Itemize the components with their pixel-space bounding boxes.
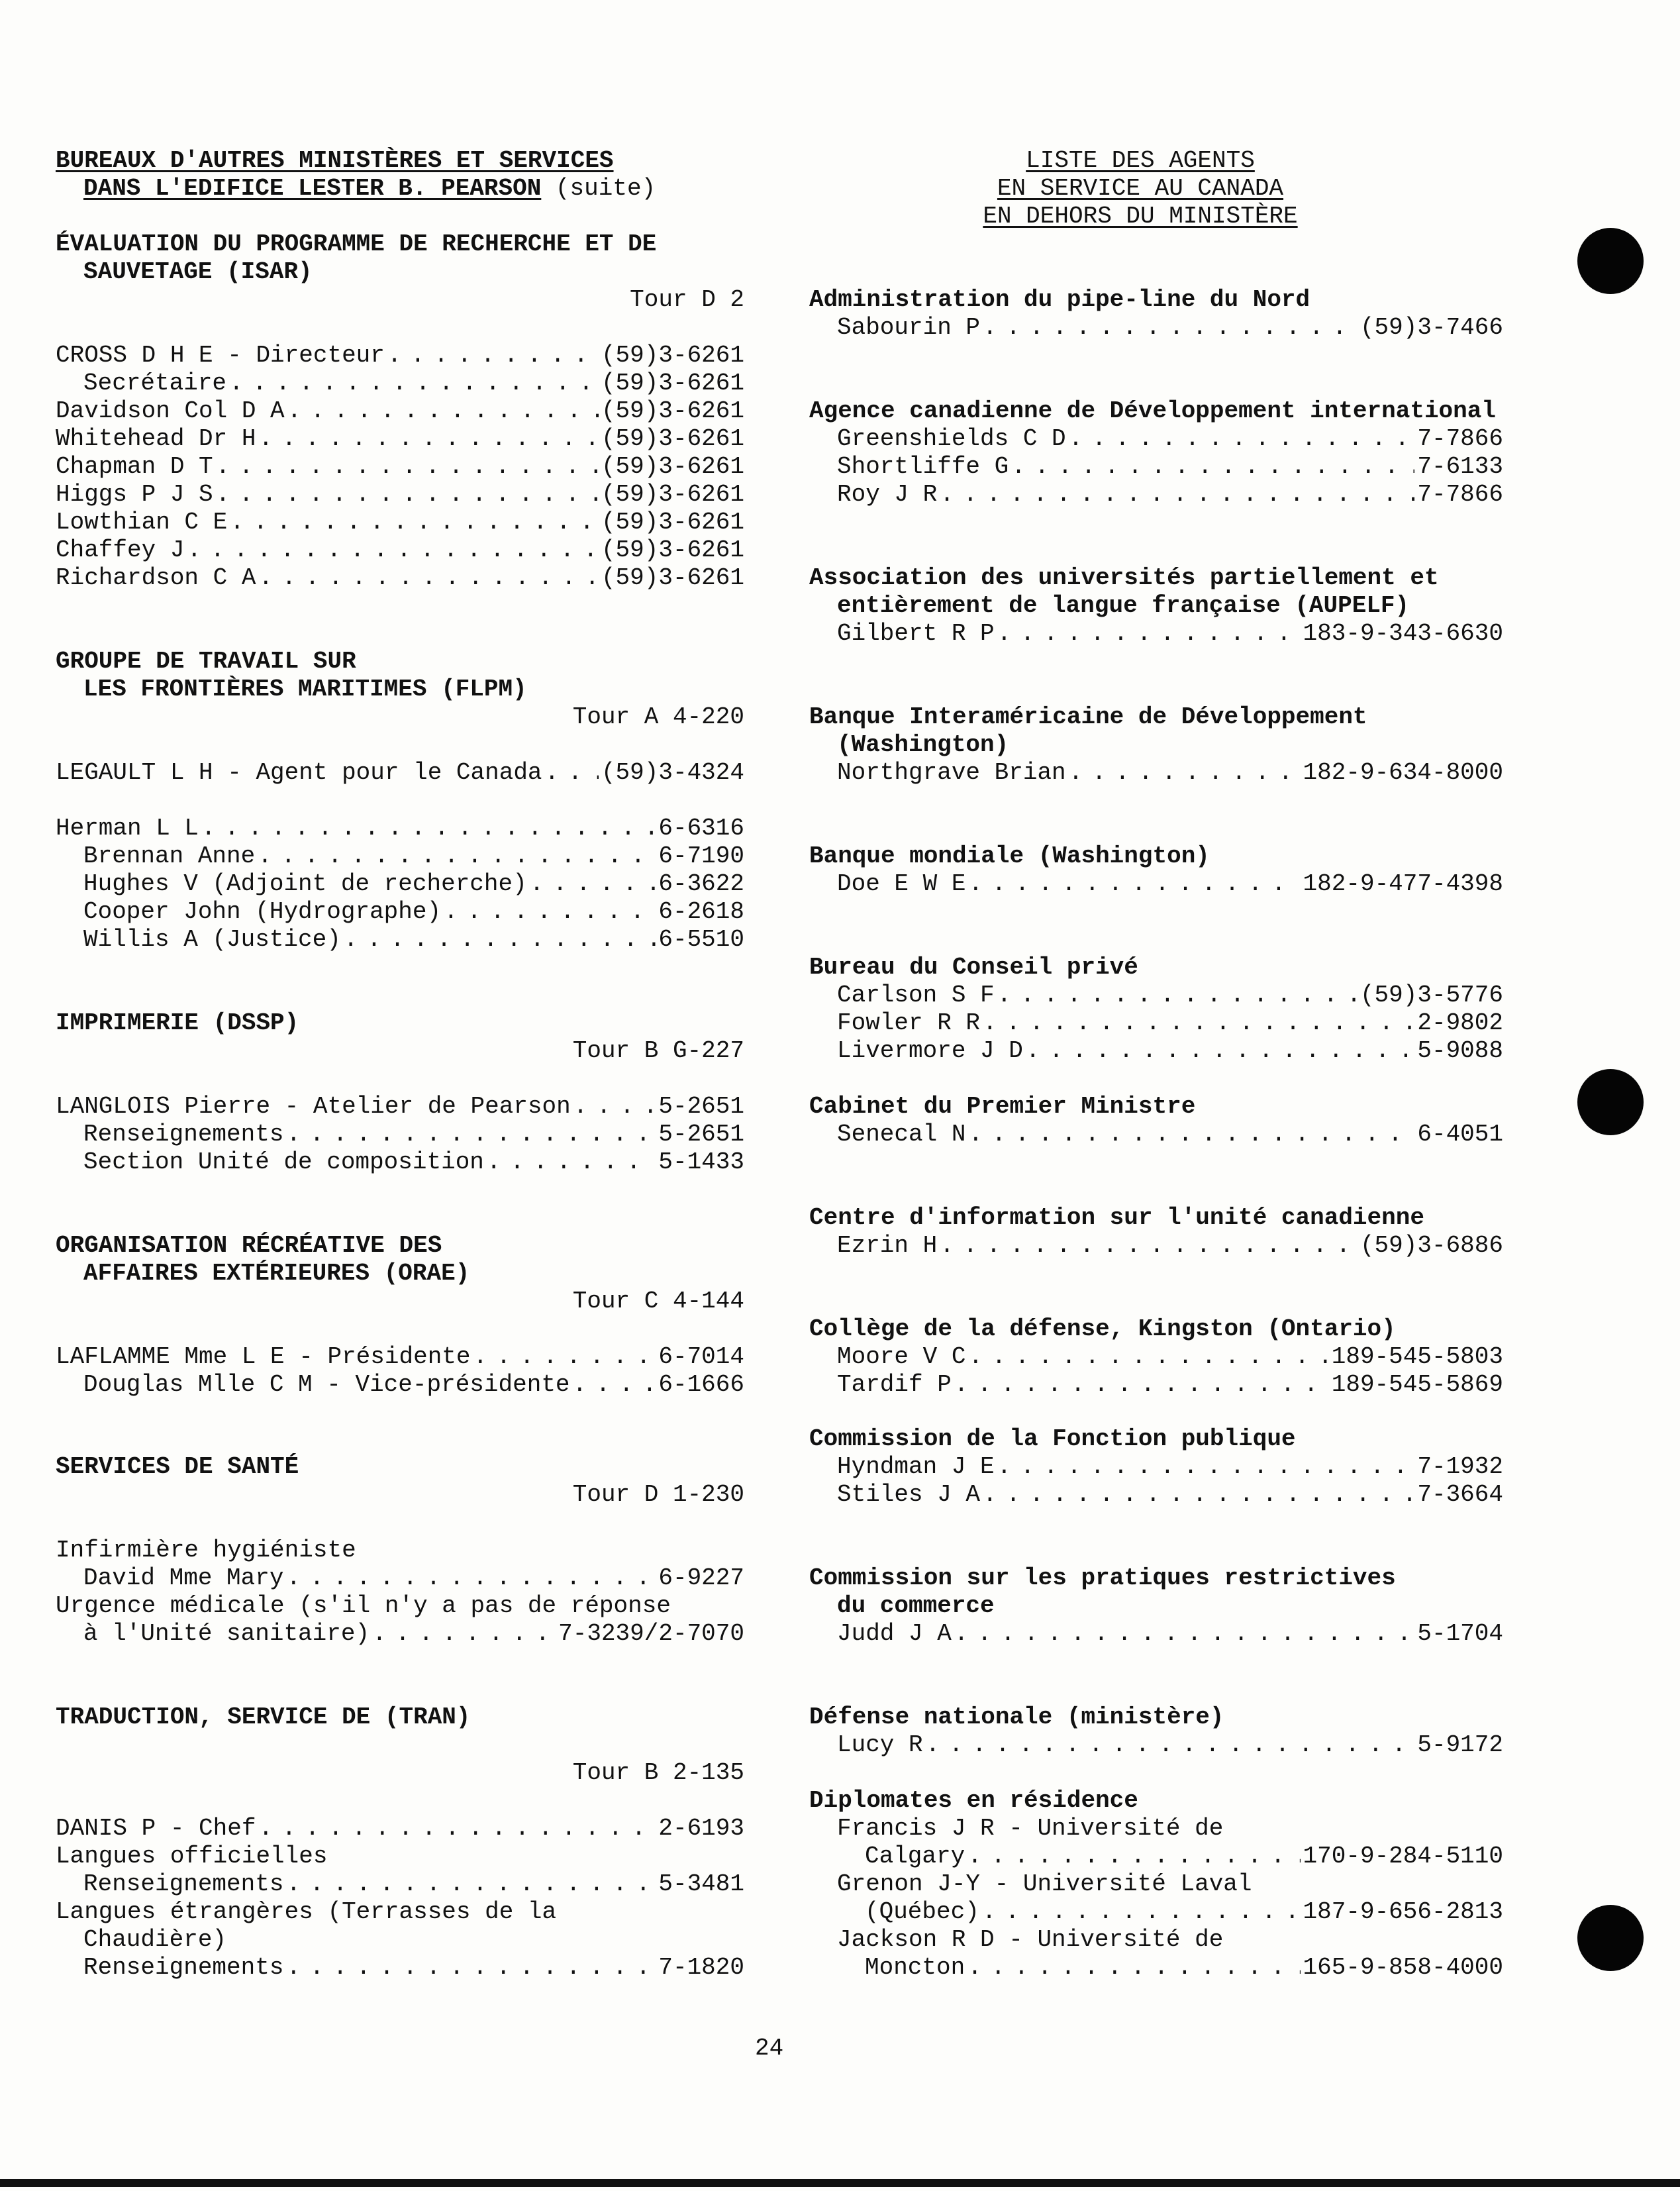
entry-name: CROSS D H E - Directeur [56,342,385,369]
entry-name: LEGAULT L H - Agent pour le Canada [56,759,542,786]
entry-name: David Mme Mary [83,1564,284,1592]
section-title: Centre d'information sur l'unité canadienne [809,1204,1424,1231]
dssp-title: IMPRIMERIE (DSSP) [56,1009,299,1037]
entry-phone: (59)3-6261 [601,370,744,397]
directory-entry [56,397,744,425]
punch-hole [1577,1069,1644,1135]
diplomates-line-3: Jackson R D - Université de [837,1926,1224,1953]
orae-title-2: AFFAIRES EXTÉRIEURES (ORAE) [83,1260,470,1287]
entry-phone: 187-9-656-2813 [1303,1898,1503,1925]
entry-phone: 6-7190 [658,842,744,870]
entry-phone: (59)3-6261 [601,564,744,591]
directory-entry [56,425,744,453]
directory-entry [809,1037,1503,1065]
flpm-title-2: LES FRONTIÈRES MARITIMES (FLPM) [83,676,527,703]
directory-entry [56,1954,744,1982]
left-header-line1: BUREAUX D'AUTRES MINISTÈRES ET SERVICES [56,147,614,174]
entry-name: Moore V C [837,1343,966,1370]
entry-name: Senecal N [837,1121,966,1148]
directory-entry [809,620,1503,648]
entry-name: DANIS P - Chef [56,1815,256,1842]
directory-entry [809,1232,1503,1260]
entry-phone: 183-9-343-6630 [1303,620,1503,647]
left-header-line2 [56,175,744,203]
entry-name: Hughes V (Adjoint de recherche) [83,870,527,897]
entry-phone: 5-2651 [658,1093,744,1120]
entry-name: Greenshields C D [837,425,1066,452]
directory-entry [56,1815,744,1843]
directory-entry [56,509,744,536]
entry-phone: 7-3239/2-7070 [558,1620,744,1647]
entry-phone: 5-2651 [658,1121,744,1148]
entry-name: Higgs P J S [56,481,213,508]
entry-name: Cooper John (Hydrographe) [83,898,442,925]
section-title: (Washington) [837,731,1009,758]
right-header-text-3: EN DEHORS DU MINISTÈRE [983,203,1298,230]
entry-phone: 189-545-5803 [1331,1343,1503,1370]
dssp-tower: Tour B G-227 [572,1037,744,1064]
directory-entry [56,342,744,370]
entry-phone: 7-1820 [658,1954,744,1981]
right-header-line3 [809,203,1306,230]
entry-phone: 2-6193 [658,1815,744,1842]
section-title: Collège de la défense, Kingston (Ontario) [809,1315,1396,1343]
entry-phone: 7-3664 [1417,1481,1503,1508]
entry-phone: (59)3-4324 [601,759,744,786]
entry-name: (Québec) [865,1898,979,1925]
entry-phone: (59)3-6261 [601,425,744,452]
section-title: Commission sur les pratiques restrictives [809,1564,1396,1592]
directory-entry [56,1870,744,1898]
entry-phone: 7-7866 [1417,425,1503,452]
isar-title-1: ÉVALUATION DU PROGRAMME DE RECHERCHE ET DE [56,230,657,258]
isar-title-2: SAUVETAGE (ISAR) [83,258,313,285]
orae-title-1: ORGANISATION RÉCRÉATIVE DES [56,1232,442,1259]
entry-name: à l'Unité sanitaire) [83,1620,370,1647]
page-number: 24 [755,2035,784,2062]
tran-title: TRADUCTION, SERVICE DE (TRAN) [56,1704,471,1731]
directory-entry [809,1371,1503,1399]
entry-name: Carlson S F [837,982,995,1009]
entry-name: Livermore J D [837,1037,1023,1064]
section-title: Banque mondiale (Washington) [809,842,1210,870]
entry-phone: (59)3-6261 [601,536,744,564]
entry-phone: 7-6133 [1417,453,1503,480]
bottom-rule [0,2179,1680,2187]
entry-phone: 7-1932 [1417,1453,1503,1480]
entry-phone: 6-7014 [658,1343,744,1370]
entry-phone: 2-9802 [1417,1009,1503,1037]
entry-phone: (59)3-6261 [601,481,744,508]
right-header-text-2: EN SERVICE AU CANADA [997,175,1284,202]
entry-phone: 5-9088 [1417,1037,1503,1064]
entry-phone: 182-9-477-4398 [1303,870,1503,897]
right-header-line2 [809,175,1306,203]
directory-entry [56,842,744,870]
directory-entry [809,1121,1503,1148]
entry-name: LANGLOIS Pierre - Atelier de Pearson [56,1093,571,1120]
entry-name: Calgary [865,1843,965,1870]
directory-entry [809,425,1503,453]
directory-entry [56,1620,744,1648]
entry-name: Richardson C A [56,564,256,591]
section-title: Association des universités partiellement et [809,564,1439,591]
entry-name: Doe E W E [837,870,966,897]
entry-name: Northgrave Brian [837,759,1066,786]
entry-name: Sabourin P [837,314,981,341]
directory-entry [56,1371,744,1399]
directory-entry [809,1009,1503,1037]
directory-entry [809,982,1503,1009]
entry-name: Davidson Col D A [56,397,285,425]
entry-name: Judd J A [837,1620,952,1647]
entry-phone: 6-6316 [658,815,744,842]
directory-entry [809,870,1503,898]
entry-name: Renseignements [83,1954,284,1981]
entry-name: Willis A (Justice) [83,926,341,953]
entry-phone: 6-9227 [658,1564,744,1592]
entry-phone: 189-545-5869 [1331,1371,1503,1398]
directory-entry [56,1564,744,1592]
section-title: Banque Interaméricaine de Développement [809,703,1367,731]
entry-phone: (59)3-7466 [1359,314,1503,341]
entry-phone: 6-1666 [658,1371,744,1398]
entry-phone: 5-1704 [1417,1620,1503,1647]
entry-name: Fowler R R [837,1009,981,1037]
directory-entry [809,1843,1503,1870]
directory-entry [809,1620,1503,1648]
section-title: entièrement de langue française (AUPELF) [837,592,1410,619]
directory-entry [56,870,744,898]
entry-phone: 5-3481 [658,1870,744,1898]
directory-entry [809,1898,1503,1926]
directory-entry [809,481,1503,509]
left-header-building: DANS L'EDIFICE LESTER B. PEARSON [83,175,542,202]
entry-name: Gilbert R P [837,620,995,647]
section-title: Agence canadienne de Développement international [809,397,1496,425]
orae-tower: Tour C 4-144 [572,1288,744,1315]
entry-name: Tardif P [837,1371,952,1398]
entry-name: Renseignements [83,1121,284,1148]
section-title: Bureau du Conseil privé [809,954,1138,981]
punch-hole [1577,228,1644,294]
directory-entry [809,1343,1503,1371]
directory-entry [809,453,1503,481]
entry-name: Roy J R [837,481,938,508]
entry-name: Renseignements [83,1870,284,1898]
flpm-title-1: GROUPE DE TRAVAIL SUR [56,648,356,675]
entry-phone: 6-2618 [658,898,744,925]
section-title: Cabinet du Premier Ministre [809,1093,1196,1120]
directory-entry [56,1148,744,1176]
section-title: du commerce [837,1592,995,1619]
directory-entry [56,815,744,842]
entry-phone: 5-1433 [658,1148,744,1176]
entry-phone: (59)3-6261 [601,453,744,480]
entry-phone: 170-9-284-5110 [1303,1843,1503,1870]
directory-entry [56,481,744,509]
diplomates-line-2: Grenon J-Y - Université Laval [837,1870,1252,1898]
entry-name: Chapman D T [56,453,213,480]
entry-name: Moncton [865,1954,965,1981]
entry-name: Brennan Anne [83,842,256,870]
sante-tower: Tour D 1-230 [572,1481,744,1508]
punch-hole [1577,1905,1644,1971]
left-header-suite: (suite) [555,175,656,202]
entry-phone: (59)3-6261 [601,397,744,425]
directory-entry [56,1121,744,1148]
entry-phone: (59)3-6261 [601,342,744,369]
entry-name: Secrétaire [83,370,227,397]
directory-entry [809,314,1503,342]
directory-entry [56,926,744,954]
section-title: Administration du pipe-line du Nord [809,286,1310,313]
entry-name: Ezrin H [837,1232,938,1259]
entry-name: Hyndman J E [837,1453,995,1480]
tran-tower: Tour B 2-135 [572,1759,744,1786]
directory-entry [809,1481,1503,1509]
right-header-text-1: LISTE DES AGENTS [1026,147,1255,174]
tran-line-3: Chaudière) [83,1926,227,1953]
isar-tower: Tour D 2 [630,286,744,313]
entry-phone: 6-4051 [1417,1121,1503,1148]
directory-entry [56,536,744,564]
entry-phone: (59)3-5776 [1359,982,1503,1009]
directory-entry [56,1093,744,1121]
directory-entry [809,1731,1503,1759]
directory-entry [56,453,744,481]
directory-entry [56,564,744,592]
directory-entry [56,759,744,787]
entry-phone: 7-7866 [1417,481,1503,508]
sante-line-1: Infirmière hygiéniste [56,1537,356,1564]
entry-phone: 6-3622 [658,870,744,897]
directory-entry [809,1954,1503,1982]
entry-name: Section Unité de composition [83,1148,484,1176]
directory-entry [56,1343,744,1371]
directory-entry [809,759,1503,787]
tran-line-2: Langues étrangères (Terrasses de la [56,1898,557,1925]
entry-phone: 182-9-634-8000 [1303,759,1503,786]
entry-name: Douglas Mlle C M - Vice-présidente [83,1371,570,1398]
sante-title: SERVICES DE SANTÉ [56,1453,299,1480]
diplomates-title: Diplomates en résidence [809,1787,1138,1814]
entry-name: Lowthian C E [56,509,228,536]
entry-name: LAFLAMME Mme L E - Présidente [56,1343,471,1370]
entry-phone: 165-9-858-4000 [1303,1954,1503,1981]
entry-phone: (59)3-6886 [1359,1232,1503,1259]
diplomates-line-1: Francis J R - Université de [837,1815,1224,1842]
entry-name: Whitehead Dr H [56,425,256,452]
entry-name: Herman L L [56,815,199,842]
entry-phone: (59)3-6261 [601,509,744,536]
entry-phone: 6-5510 [658,926,744,953]
section-title: Défense nationale (ministère) [809,1704,1224,1731]
directory-entry [56,898,744,926]
entry-name: Chaffey J [56,536,185,564]
entry-name: Shortliffe G [837,453,1009,480]
entry-phone: 5-9172 [1417,1731,1503,1758]
section-title: Commission de la Fonction publique [809,1425,1296,1452]
entry-name: Stiles J A [837,1481,981,1508]
flpm-tower: Tour A 4-220 [572,703,744,731]
right-header-line1 [809,147,1306,175]
sante-line-2: Urgence médicale (s'il n'y a pas de réponse [56,1592,671,1619]
directory-entry [56,370,744,397]
directory-entry [809,1453,1503,1481]
entry-name: Lucy R [837,1731,923,1758]
tran-line-1: Langues officielles [56,1843,328,1870]
